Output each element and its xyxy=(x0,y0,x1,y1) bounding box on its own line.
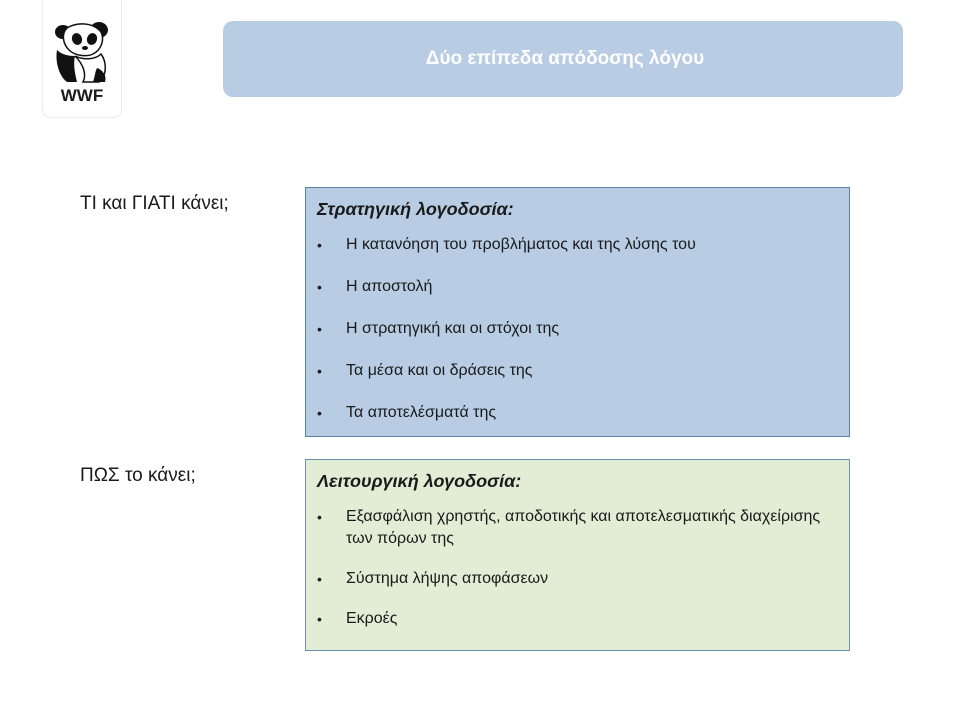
bullet-icon: • xyxy=(317,571,322,587)
operational-list xyxy=(317,506,837,630)
strategic-heading: Στρατηγική λογοδοσία: xyxy=(317,199,514,219)
operational-heading: Λειτουργική λογοδοσία: xyxy=(317,471,522,491)
list-item-text: Εξασφάλιση χρηστής, αποδοτικής και αποτελεσματικής διαχείρισης των πόρων της xyxy=(346,508,821,547)
bullet-icon: • xyxy=(317,237,322,253)
list-item-text: Η κατανόηση του προβλήματος και της λύσης του xyxy=(346,236,696,253)
strategic-accountability-box xyxy=(305,187,850,437)
logo-text: WWF xyxy=(60,86,104,105)
list-item xyxy=(317,318,837,340)
list-item-text: Η στρατηγική και οι στόχοι της xyxy=(346,320,560,337)
bullet-icon: • xyxy=(317,279,322,295)
list-item-text: Εκροές xyxy=(346,610,398,627)
list-item xyxy=(317,608,837,630)
list-item xyxy=(317,568,837,590)
question-what-why: ΤΙ και ΓΙΑΤΙ κάνει; xyxy=(80,193,229,214)
title-bar xyxy=(223,21,903,97)
bullet-icon: • xyxy=(317,611,322,627)
list-item xyxy=(317,402,837,424)
list-item-text: Σύστημα λήψης αποφάσεων xyxy=(346,570,549,587)
strategic-list xyxy=(317,234,837,424)
wwf-logo xyxy=(42,0,122,118)
list-item xyxy=(317,276,837,298)
list-item-text: Η αποστολή xyxy=(346,278,433,295)
bullet-icon: • xyxy=(317,405,322,421)
list-item-text: Τα μέσα και οι δράσεις της xyxy=(346,362,533,379)
operational-accountability-box xyxy=(305,459,850,651)
list-item xyxy=(317,506,837,550)
bullet-icon: • xyxy=(317,509,322,525)
panda-icon xyxy=(53,20,111,84)
list-item xyxy=(317,234,837,256)
list-item xyxy=(317,360,837,382)
slide-title: Δύο επίπεδα απόδοσης λόγου xyxy=(425,48,705,69)
question-how: ΠΩΣ το κάνει; xyxy=(80,465,196,486)
bullet-icon: • xyxy=(317,363,322,379)
bullet-icon: • xyxy=(317,321,322,337)
list-item-text: Τα αποτελέσματά της xyxy=(346,404,497,421)
